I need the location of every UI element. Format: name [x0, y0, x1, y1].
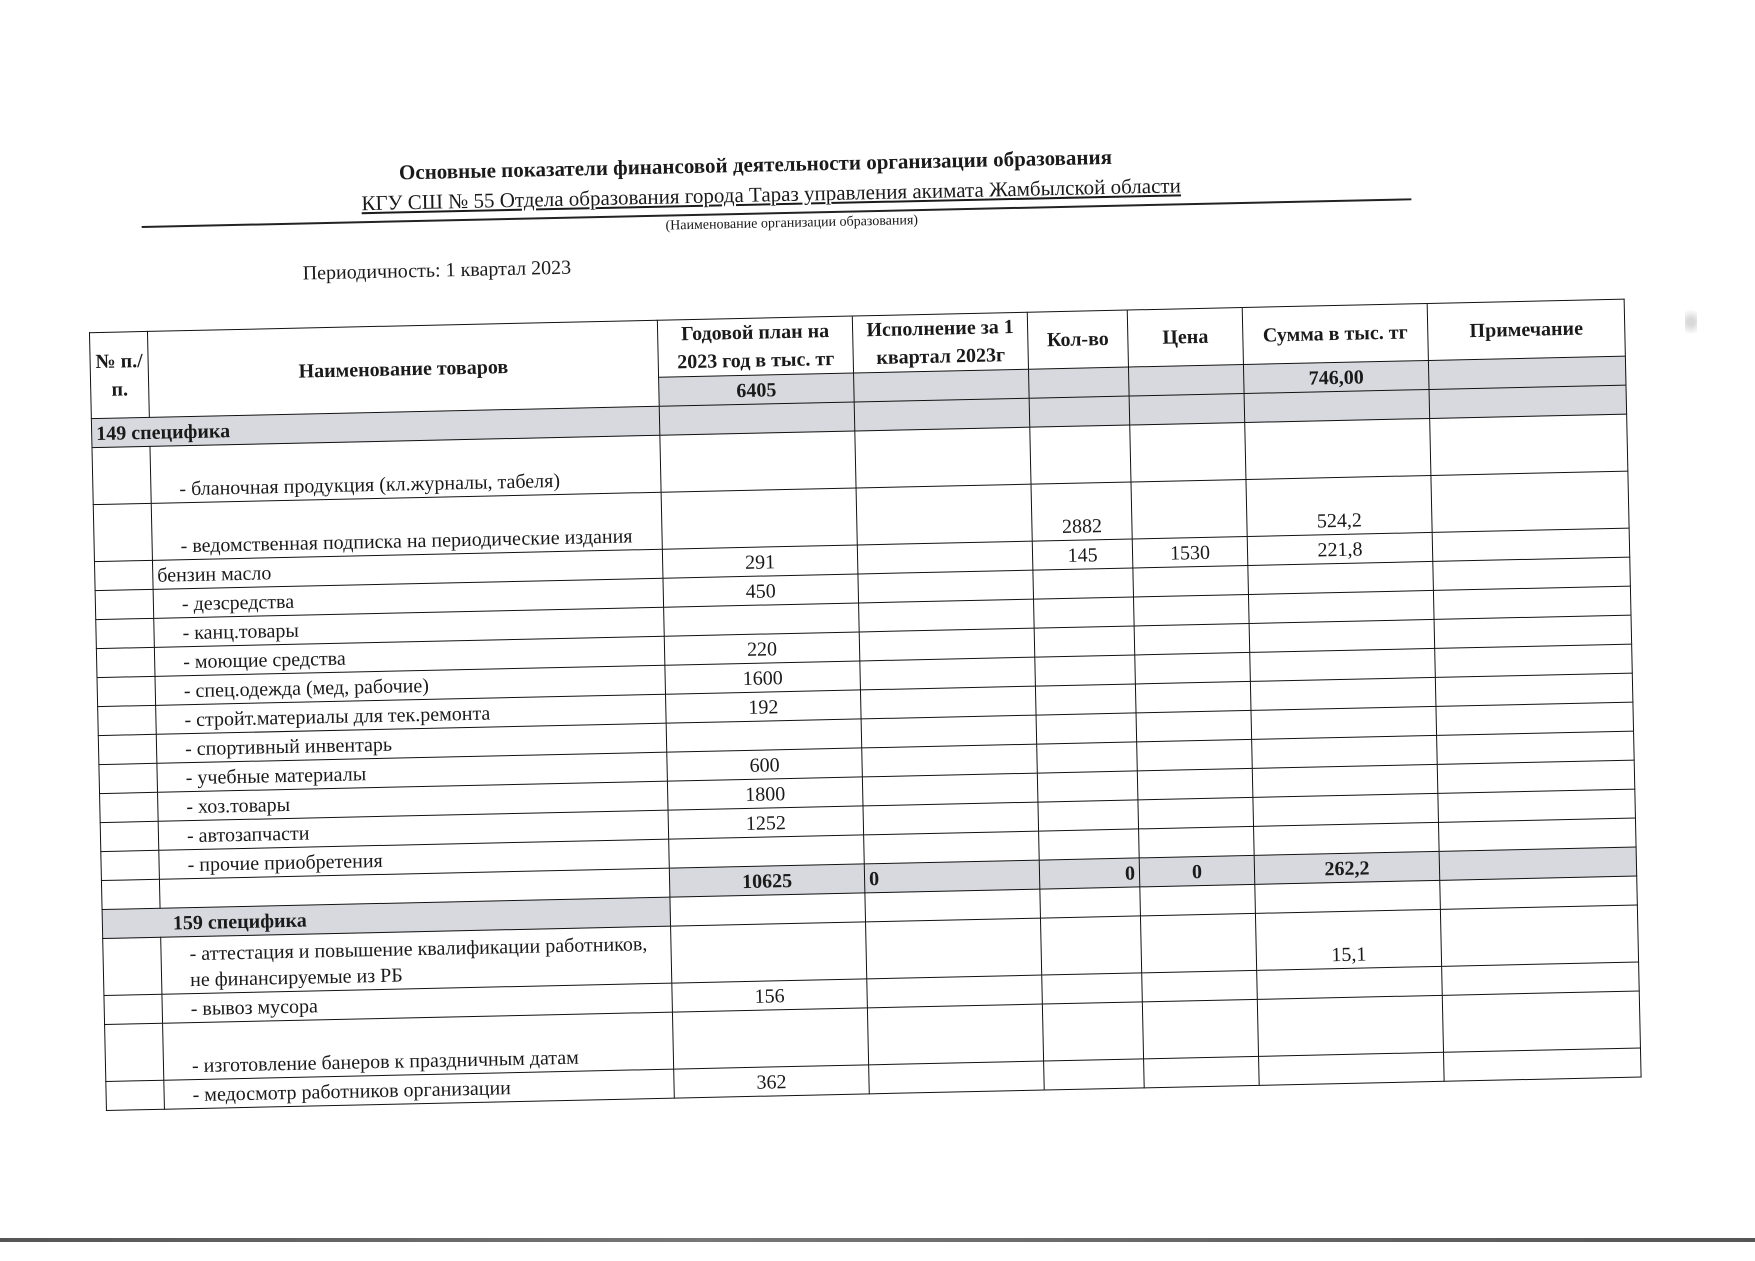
col-note: Примечание [1427, 299, 1625, 360]
col-exec: Исполнение за 1 квартал 2023г [852, 312, 1028, 373]
periodicity: Периодичность: 1 квартал 2023 [302, 256, 572, 285]
table-row: - медосмотр работников организации 362 [106, 1048, 1641, 1110]
total-plan-159: 10625 [669, 864, 865, 897]
col-name: Наименование товаров [147, 320, 659, 417]
table-row: бензин масло 291 145 1530 221,8 [94, 528, 1629, 590]
document-title: Основные показатели финансовой деятельности организации образования [398, 144, 1113, 185]
section-149-label: 149 специфика [91, 406, 659, 447]
table-row: - спец.одежда (мед, рабочие) 1600 [97, 644, 1632, 706]
total-plan-149: 6405 [659, 373, 855, 406]
total-exec-159: 0 [864, 860, 1040, 893]
financial-table [89, 299, 1642, 1111]
col-qty: Кол-во [1027, 310, 1128, 369]
scan-stamp-mark [1685, 305, 1697, 339]
table-row: - канц.товары [96, 586, 1631, 648]
table-row: - ведомственная подписка на периодические издания 2882 524,2 [93, 471, 1629, 561]
table-row: - дезсредства 450 [95, 557, 1630, 619]
total-price-159: 0 [1139, 855, 1255, 887]
col-sum: Сумма в тыс. тг [1242, 303, 1428, 364]
col-plan: Годовой план на 2023 год в тыс. тг [657, 316, 853, 377]
section-159-label: 159 специфика [102, 897, 670, 938]
total-sum-159: 262,2 [1254, 851, 1440, 884]
table-row: - аттестация и повышение квалификации работников, не финансируемые из РБ 15,1 [103, 905, 1639, 995]
table-row: - изготовление банеров к праздничным датам [105, 991, 1641, 1081]
table-row: - бланочная продукция (кл.журналы, табеля) [92, 414, 1628, 504]
table-row: - учебные материалы 600 [99, 731, 1634, 793]
organization-caption: (Наименование организации образования) [665, 213, 919, 234]
total-sum: 746,00 [1243, 360, 1429, 393]
col-price: Цена [1127, 308, 1243, 367]
col-number: № п./п. [89, 331, 149, 418]
total-qty-159: 0 [1039, 858, 1140, 889]
table-row: - стройт.материалы для тек.ремонта 192 [98, 673, 1633, 735]
table-row: - автозапчасти 1252 [100, 789, 1635, 851]
table-row: - прочие приобретения [101, 818, 1636, 880]
table-row: - моющие средства 220 [96, 615, 1631, 677]
table-row: - вывоз мусора 156 [104, 962, 1639, 1024]
table-row: - спортивный инвентарь [98, 702, 1633, 764]
table-row: - хоз.товары 1800 [100, 760, 1635, 822]
scan-edge [0, 1238, 1755, 1242]
organization-name: КГУ СШ № 55 Отдела образования города Тараз управления акимата Жамбылской области [361, 173, 1182, 216]
